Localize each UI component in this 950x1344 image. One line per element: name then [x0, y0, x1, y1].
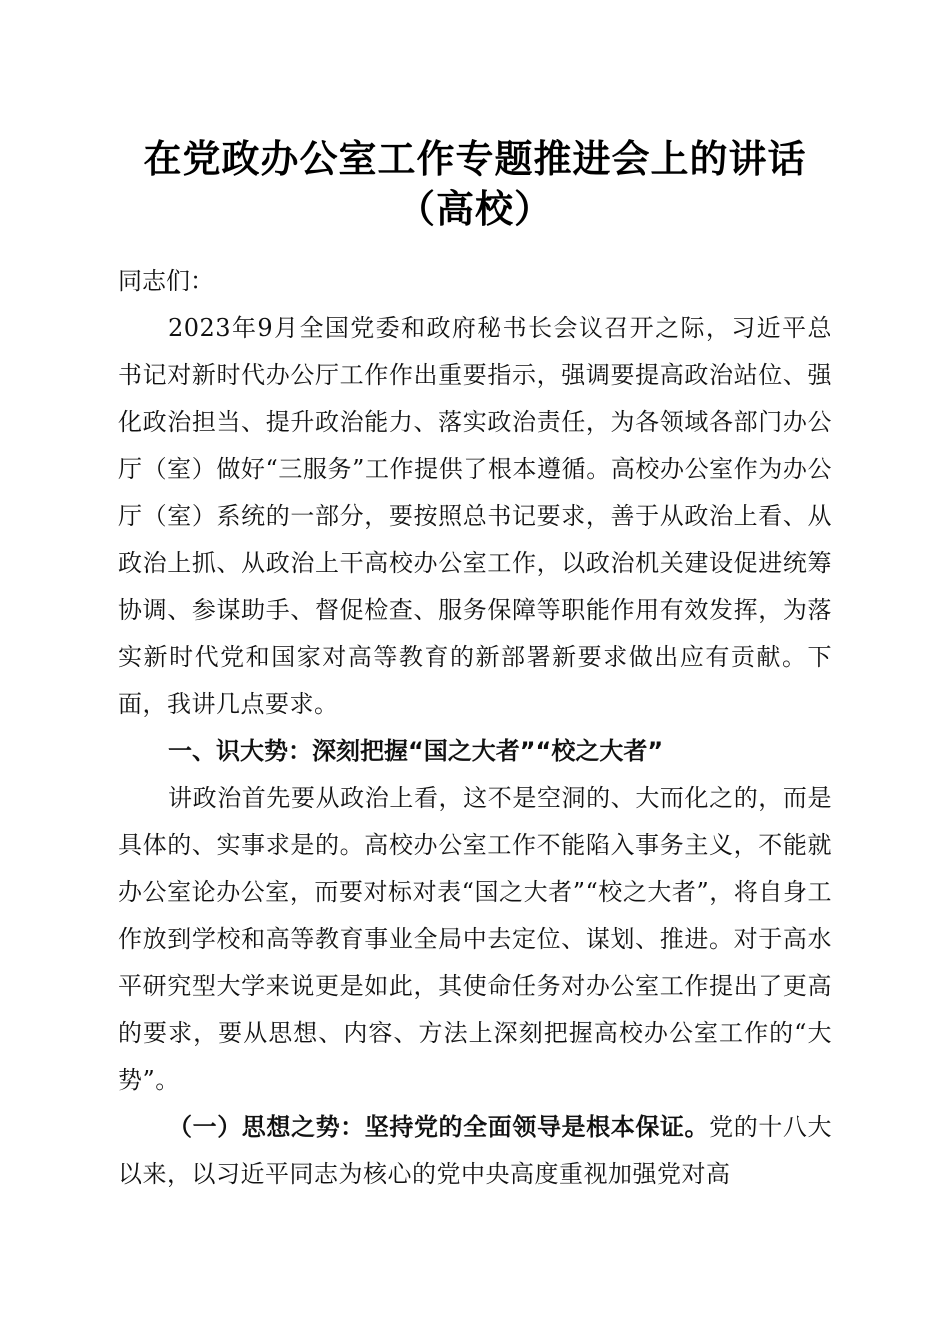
document-body	[118, 258, 832, 1198]
document-title: 在党政办公室工作专题推进会上的讲话（高校）	[143, 137, 807, 231]
intro-paragraph: 2023年9月全国党委和政府秘书长会议召开之际，习近平总书记对新时代办公厅工作作出重要指示，强调要提高政治站位、强化政治担当、提升政治能力、落实政治责任，为各领域各部门办公厅（室）做好“三服务”工作提供了根本遵循。高校办公室作为办公厅（室）系统的一部分，要按照总书记要求，善于从政治上看、从政治上抓、从政治上干高校办公室工作，以政治机关建设促进统筹协调、参谋助手、督促检查、服务保障等职能作用有效发挥，为落实新时代党和国家对高等教育的新部署新要求做出应有贡献。下面，我讲几点要求。	[118, 314, 832, 718]
subsection-1-body: 党的十八大以来，以习近平同志为核心的党中央高度重视加强党对高	[118, 1113, 833, 1188]
section-heading-1: 一、识大势：深刻把握“国之大者”“校之大者”	[168, 737, 664, 765]
subsection-1-lead: （一）思想之势：坚持党的全面领导是根本保证。	[168, 1113, 710, 1141]
subsection-1-paragraph	[118, 1104, 832, 1198]
section-1-paragraph: 讲政治首先要从政治上看，这不是空洞的、大而化之的，而是具体的、实事求是的。高校办公室工作不能陷入事务主义，不能就办公室论办公室，而要对标对表“国之大者”“校之大者”，将自身工作放到学校和高等教育事业全局中去定位、谋划、推进。对于高水平研究型大学来说更是如此，其使命任务对办公室工作提出了更高的要求，要从思想、内容、方法上深刻把握高校办公室工作的“大势”。	[118, 784, 832, 1094]
salutation: 同志们：	[118, 267, 214, 295]
